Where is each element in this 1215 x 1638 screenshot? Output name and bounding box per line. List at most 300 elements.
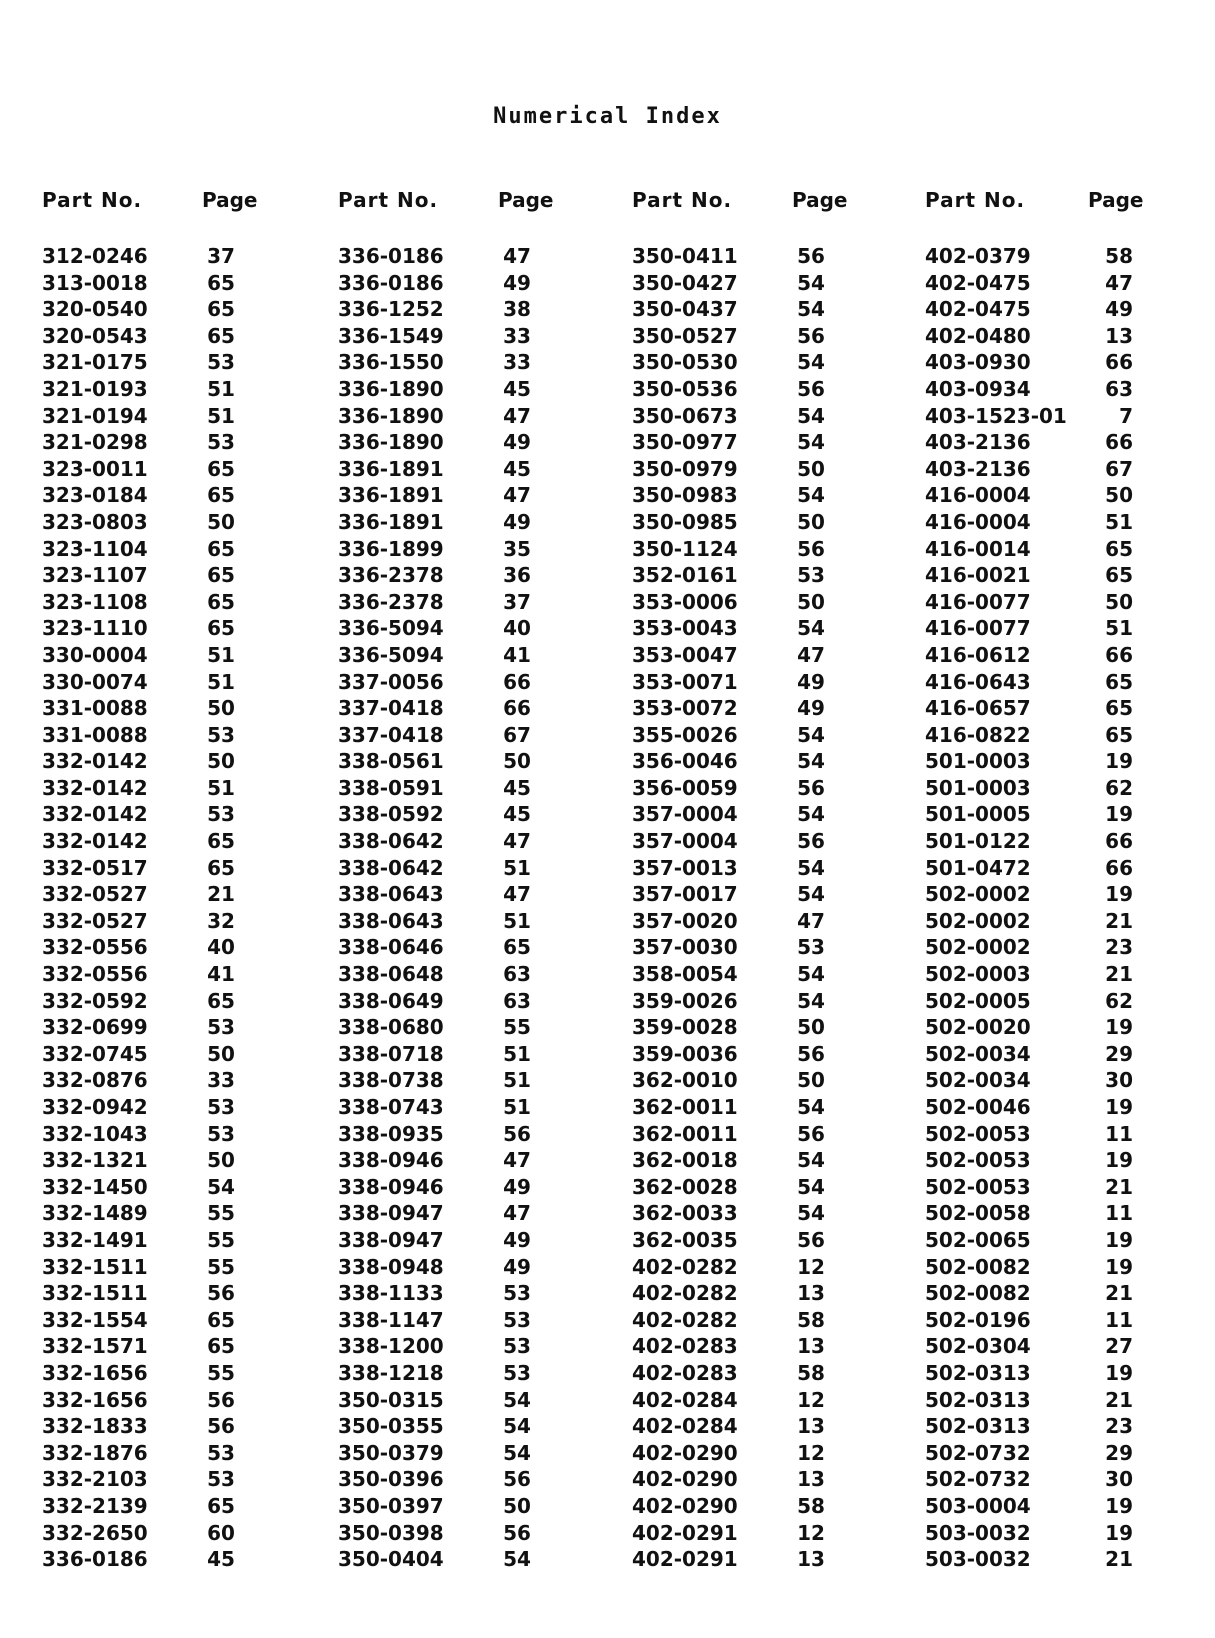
- index-row: [632, 775, 932, 802]
- part-number: 336-1899: [338, 536, 444, 561]
- index-row: [925, 243, 1215, 270]
- part-number: 350-0315: [338, 1387, 444, 1412]
- page-number: 54: [797, 962, 825, 987]
- index-row: [42, 722, 342, 749]
- page-number: 54: [797, 297, 825, 322]
- part-number: 350-0437: [632, 297, 738, 322]
- part-number: 416-0077: [925, 589, 1031, 614]
- index-row: [925, 1067, 1215, 1094]
- index-row: [42, 376, 342, 403]
- index-row: [42, 1333, 342, 1360]
- index-row: [338, 1333, 638, 1360]
- index-row: [42, 1147, 342, 1174]
- index-row: [925, 908, 1215, 935]
- part-number: 321-0194: [42, 403, 148, 428]
- part-number: 338-0643: [338, 908, 444, 933]
- index-row: [925, 1254, 1215, 1281]
- part-number: 336-1891: [338, 509, 444, 534]
- part-number: 332-1489: [42, 1201, 148, 1226]
- index-row: [42, 1493, 342, 1520]
- part-number: 403-2136: [925, 430, 1031, 455]
- part-number: 350-0536: [632, 376, 738, 401]
- index-row: [42, 296, 342, 323]
- part-number: 332-1656: [42, 1387, 148, 1412]
- index-row: [338, 429, 638, 456]
- part-number: 332-0699: [42, 1015, 148, 1040]
- index-row: [925, 828, 1215, 855]
- index-row: [338, 1413, 638, 1440]
- index-row: [632, 801, 932, 828]
- index-row: [925, 562, 1215, 589]
- page-number: 56: [207, 1281, 235, 1306]
- part-number: 416-0021: [925, 563, 1031, 588]
- part-number: 332-2103: [42, 1467, 148, 1492]
- page-number: 51: [207, 376, 235, 401]
- part-number: 362-0033: [632, 1201, 738, 1226]
- index-row: [632, 349, 932, 376]
- page-number: 65: [207, 855, 235, 880]
- page-number: 50: [1105, 483, 1133, 508]
- part-number: 336-1890: [338, 430, 444, 455]
- page-number: 49: [503, 270, 531, 295]
- part-number: 362-0011: [632, 1121, 738, 1146]
- index-row: [338, 1200, 638, 1227]
- index-row: [925, 349, 1215, 376]
- page-number: 58: [797, 1360, 825, 1385]
- part-number: 338-0642: [338, 855, 444, 880]
- part-number: 338-0947: [338, 1201, 444, 1226]
- part-number: 338-1133: [338, 1281, 444, 1306]
- index-row: [42, 988, 342, 1015]
- index-row: [42, 270, 342, 297]
- page-number: 55: [207, 1201, 235, 1226]
- index-row: [338, 1254, 638, 1281]
- index-row: [42, 1387, 342, 1414]
- page-number: 66: [1105, 855, 1133, 880]
- part-number: 323-1104: [42, 536, 148, 561]
- page-number: 50: [207, 1148, 235, 1173]
- part-number: 350-0979: [632, 456, 738, 481]
- part-number: 502-0034: [925, 1068, 1031, 1093]
- index-row: [632, 1014, 932, 1041]
- part-number: 501-0122: [925, 829, 1031, 854]
- index-row: [632, 1121, 932, 1148]
- part-number: 402-0284: [632, 1414, 738, 1439]
- page-number: 47: [503, 882, 531, 907]
- part-number: 332-1491: [42, 1227, 148, 1252]
- part-number: 403-1523-01: [925, 403, 1067, 428]
- page-number: 51: [503, 1095, 531, 1119]
- index-row: [42, 509, 342, 536]
- index-row: [632, 429, 932, 456]
- index-row: [925, 270, 1215, 297]
- part-number: 338-0649: [338, 988, 444, 1013]
- page-number: 19: [1105, 1360, 1133, 1385]
- page-number: 19: [1105, 1493, 1133, 1518]
- index-row: [42, 403, 342, 430]
- page-number: 13: [797, 1414, 825, 1439]
- column-header: [42, 188, 342, 210]
- part-number: 350-0427: [632, 270, 738, 295]
- page-number: 54: [503, 1387, 531, 1412]
- index-row: [925, 296, 1215, 323]
- index-row: [925, 509, 1215, 536]
- index-row: [42, 349, 342, 376]
- part-number: 350-1124: [632, 536, 738, 561]
- part-number: 338-0738: [338, 1068, 444, 1093]
- part-number: 320-0540: [42, 297, 148, 322]
- page-number: 51: [207, 403, 235, 428]
- index-row: [338, 855, 638, 882]
- part-no-header: Part No.: [925, 188, 1026, 212]
- part-number: 338-0591: [338, 775, 444, 800]
- page-number: 47: [797, 908, 825, 933]
- index-row: [42, 1307, 342, 1334]
- page-number: 66: [1105, 829, 1133, 854]
- page-number: 66: [503, 696, 531, 721]
- page-number: 65: [207, 616, 235, 641]
- part-number: 336-1252: [338, 297, 444, 322]
- page-number: 56: [797, 323, 825, 348]
- part-number: 338-0947: [338, 1227, 444, 1252]
- page-number: 53: [503, 1334, 531, 1359]
- index-row: [925, 615, 1215, 642]
- page-number: 21: [1105, 908, 1133, 933]
- part-number: 502-0002: [925, 882, 1031, 907]
- index-row: [42, 1121, 342, 1148]
- index-row: [338, 642, 638, 669]
- part-number: 502-0053: [925, 1121, 1031, 1146]
- index-row: [338, 1041, 638, 1068]
- index-row: [338, 482, 638, 509]
- index-row: [42, 1360, 342, 1387]
- index-row: [42, 881, 342, 908]
- index-row: [925, 1440, 1215, 1467]
- page-number: 51: [503, 1068, 531, 1093]
- page-number: 49: [797, 669, 825, 694]
- index-row: [632, 669, 932, 696]
- part-number: 416-0077: [925, 616, 1031, 641]
- part-number: 313-0018: [42, 270, 148, 295]
- part-number: 321-0193: [42, 376, 148, 401]
- index-row: [42, 1546, 342, 1573]
- index-row: [632, 1387, 932, 1414]
- part-number: 338-0642: [338, 829, 444, 854]
- page-number: 45: [503, 376, 531, 401]
- page-number: 65: [1105, 563, 1133, 588]
- page-number: 13: [1105, 323, 1133, 348]
- page-number: 30: [1105, 1068, 1133, 1093]
- index-row: [42, 748, 342, 775]
- part-number: 332-0556: [42, 962, 148, 987]
- page-number: 50: [797, 456, 825, 481]
- part-number: 362-0035: [632, 1227, 738, 1252]
- index-row: [338, 1121, 638, 1148]
- part-number: 502-0196: [925, 1307, 1031, 1332]
- page-number: 54: [797, 882, 825, 907]
- page-number: 47: [503, 403, 531, 428]
- part-number: 353-0071: [632, 669, 738, 694]
- column-header: [632, 188, 932, 210]
- page-number: 53: [797, 935, 825, 960]
- page-number: 49: [503, 1254, 531, 1279]
- part-number: 332-0142: [42, 802, 148, 827]
- part-number: 402-0282: [632, 1307, 738, 1332]
- index-row: [42, 536, 342, 563]
- part-number: 503-0032: [925, 1547, 1031, 1572]
- index-row: [42, 1280, 342, 1307]
- page-number: 49: [503, 509, 531, 534]
- page-number: 35: [503, 536, 531, 561]
- index-row: [42, 1413, 342, 1440]
- index-row: [925, 1147, 1215, 1174]
- index-row: [632, 589, 932, 616]
- page-number: 33: [207, 1068, 235, 1093]
- index-row: [632, 482, 932, 509]
- page-number: 36: [503, 563, 531, 588]
- part-number: 350-0977: [632, 430, 738, 455]
- index-row: [338, 1227, 638, 1254]
- part-number: 336-2378: [338, 563, 444, 588]
- part-number: 332-2139: [42, 1493, 148, 1518]
- part-number: 338-0743: [338, 1095, 444, 1119]
- index-row: [632, 1546, 932, 1573]
- page-number: 19: [1105, 1015, 1133, 1040]
- page-number: 19: [1105, 1520, 1133, 1545]
- index-row: [925, 1200, 1215, 1227]
- index-row: [338, 669, 638, 696]
- page-number: 53: [207, 802, 235, 827]
- index-row: [925, 1041, 1215, 1068]
- index-row: [632, 855, 932, 882]
- part-number: 353-0047: [632, 642, 738, 667]
- page-number: 21: [1105, 1387, 1133, 1412]
- page-number: 65: [207, 483, 235, 508]
- index-row: [925, 855, 1215, 882]
- part-number: 403-2136: [925, 456, 1031, 481]
- part-number: 501-0003: [925, 749, 1031, 774]
- index-row: [338, 881, 638, 908]
- page-number: 50: [207, 509, 235, 534]
- page-number: 12: [797, 1254, 825, 1279]
- part-number: 320-0543: [42, 323, 148, 348]
- page-number: 11: [1105, 1121, 1133, 1146]
- index-row: [338, 988, 638, 1015]
- page-number: 65: [207, 1334, 235, 1359]
- index-row: [925, 881, 1215, 908]
- part-number: 356-0046: [632, 749, 738, 774]
- part-number: 502-0082: [925, 1281, 1031, 1306]
- page-number: 51: [1105, 509, 1133, 534]
- index-row: [925, 536, 1215, 563]
- page-number: 53: [503, 1281, 531, 1306]
- part-number: 332-0745: [42, 1041, 148, 1066]
- page-number: 53: [207, 1095, 235, 1119]
- part-number: 402-0284: [632, 1387, 738, 1412]
- page-header: Page: [202, 188, 258, 212]
- index-row: [42, 801, 342, 828]
- index-row: [42, 482, 342, 509]
- page-number: 54: [797, 802, 825, 827]
- page-number: 65: [1105, 669, 1133, 694]
- page-number: 13: [797, 1467, 825, 1492]
- part-number: 501-0472: [925, 855, 1031, 880]
- index-row: [338, 403, 638, 430]
- page-number: 66: [1105, 350, 1133, 375]
- index-row: [632, 1094, 932, 1121]
- index-row: [338, 1440, 638, 1467]
- index-row: [925, 403, 1215, 430]
- index-row: [42, 1254, 342, 1281]
- part-number: 332-0517: [42, 855, 148, 880]
- index-row: [42, 1174, 342, 1201]
- page-number: 63: [503, 962, 531, 987]
- index-row: [42, 695, 342, 722]
- part-number: 331-0088: [42, 696, 148, 721]
- page-number: 56: [797, 775, 825, 800]
- page-number: 53: [207, 1440, 235, 1465]
- page-number: 51: [207, 775, 235, 800]
- page-number: 54: [797, 988, 825, 1013]
- page-number: 56: [503, 1520, 531, 1545]
- index-row: [632, 562, 932, 589]
- part-number: 416-0612: [925, 642, 1031, 667]
- page-number: 40: [207, 935, 235, 960]
- index-column-1: [42, 188, 342, 1572]
- index-row: [42, 908, 342, 935]
- part-number: 336-1549: [338, 323, 444, 348]
- part-number: 357-0004: [632, 802, 738, 827]
- page-number: 50: [207, 696, 235, 721]
- part-number: 362-0011: [632, 1095, 738, 1119]
- index-row: [338, 961, 638, 988]
- index-row: [632, 1493, 932, 1520]
- page-number: 21: [1105, 1174, 1133, 1199]
- part-number: 336-1890: [338, 376, 444, 401]
- part-number: 321-0298: [42, 430, 148, 455]
- page-number: 13: [797, 1281, 825, 1306]
- page-number: 50: [797, 1015, 825, 1040]
- page-number: 47: [503, 244, 531, 268]
- index-row: [338, 1094, 638, 1121]
- page-number: 21: [1105, 1547, 1133, 1572]
- page-title: Numerical Index: [493, 104, 722, 129]
- part-number: 337-0056: [338, 669, 444, 694]
- index-row: [42, 1466, 342, 1493]
- index-row: [925, 1121, 1215, 1148]
- page-number: 54: [797, 403, 825, 428]
- index-row: [42, 934, 342, 961]
- part-number: 336-5094: [338, 616, 444, 641]
- part-number: 338-0718: [338, 1041, 444, 1066]
- index-row: [925, 1520, 1215, 1547]
- page-number: 54: [797, 430, 825, 455]
- part-number: 502-0058: [925, 1201, 1031, 1226]
- page-number: 65: [207, 563, 235, 588]
- index-row: [925, 722, 1215, 749]
- part-number: 350-0411: [632, 244, 738, 268]
- index-row: [338, 456, 638, 483]
- page-number: 29: [1105, 1041, 1133, 1066]
- part-number: 332-0142: [42, 829, 148, 854]
- index-row: [632, 1466, 932, 1493]
- page-number: 54: [797, 1174, 825, 1199]
- page-number: 56: [797, 1041, 825, 1066]
- page-number: 54: [797, 1095, 825, 1119]
- index-row: [925, 695, 1215, 722]
- page-header: Page: [1088, 188, 1144, 212]
- part-number: 336-1891: [338, 456, 444, 481]
- part-number: 350-0983: [632, 483, 738, 508]
- part-number: 350-0404: [338, 1547, 444, 1572]
- index-row: [925, 642, 1215, 669]
- part-number: 338-1200: [338, 1334, 444, 1359]
- part-number: 332-1833: [42, 1414, 148, 1439]
- index-row: [632, 934, 932, 961]
- part-number: 338-0948: [338, 1254, 444, 1279]
- page-number: 50: [503, 1493, 531, 1518]
- page-number: 53: [207, 1015, 235, 1040]
- page-number: 67: [1105, 456, 1133, 481]
- page-number: 54: [797, 483, 825, 508]
- part-number: 338-0646: [338, 935, 444, 960]
- index-row: [632, 748, 932, 775]
- part-number: 350-0985: [632, 509, 738, 534]
- part-number: 416-0004: [925, 509, 1031, 534]
- index-row: [925, 1094, 1215, 1121]
- part-number: 332-0527: [42, 882, 148, 907]
- part-number: 402-0290: [632, 1467, 738, 1492]
- part-number: 350-0398: [338, 1520, 444, 1545]
- index-row: [632, 509, 932, 536]
- page-number: 37: [503, 589, 531, 614]
- page-number: 50: [503, 749, 531, 774]
- index-row: [338, 1067, 638, 1094]
- index-row: [632, 1280, 932, 1307]
- part-number: 416-0004: [925, 483, 1031, 508]
- index-row: [338, 1360, 638, 1387]
- part-number: 502-0732: [925, 1440, 1031, 1465]
- index-row: [42, 1520, 342, 1547]
- part-number: 350-0379: [338, 1440, 444, 1465]
- part-number: 502-0065: [925, 1227, 1031, 1252]
- index-row: [925, 669, 1215, 696]
- part-number: 350-0527: [632, 323, 738, 348]
- page-number: 53: [207, 430, 235, 455]
- index-row: [632, 908, 932, 935]
- part-number: 338-0592: [338, 802, 444, 827]
- part-number: 402-0283: [632, 1360, 738, 1385]
- page-number: 49: [503, 1174, 531, 1199]
- part-number: 332-1511: [42, 1254, 148, 1279]
- index-row: [338, 349, 638, 376]
- page-number: 50: [797, 589, 825, 614]
- index-row: [338, 1307, 638, 1334]
- index-row: [42, 323, 342, 350]
- page-number: 50: [207, 1041, 235, 1066]
- index-row: [632, 296, 932, 323]
- index-row: [632, 881, 932, 908]
- page-number: 19: [1105, 749, 1133, 774]
- index-row: [338, 908, 638, 935]
- part-number: 332-0592: [42, 988, 148, 1013]
- part-number: 332-1656: [42, 1360, 148, 1385]
- part-number: 350-0355: [338, 1414, 444, 1439]
- part-number: 331-0088: [42, 722, 148, 747]
- page-number: 13: [797, 1547, 825, 1572]
- index-row: [632, 1227, 932, 1254]
- part-number: 336-1890: [338, 403, 444, 428]
